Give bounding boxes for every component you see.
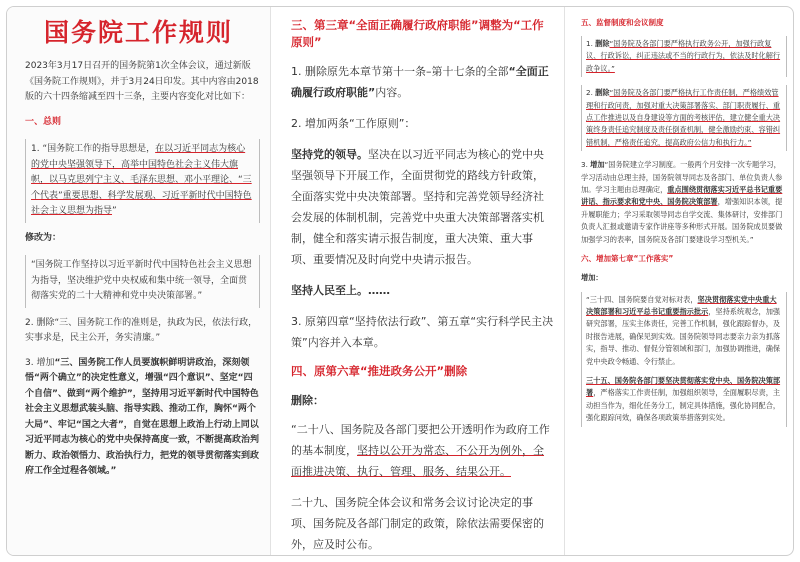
added-quote-35 (586, 375, 782, 425)
deleted-quote-28 (291, 419, 554, 482)
add-box (581, 292, 787, 427)
party-leadership-bold: 坚持党的领导。 (291, 148, 368, 161)
quote28-underlined: 坚持以公开为常态、不公开为例外，全面推进决策、执行、管理、服务、结果公开。 (291, 444, 544, 478)
delete-item-1-text: “国务院及各部门要严格执行政务公开，加强行政复议、行政诉讼，纠正违法或不当的行政行为，依法及时化解行政争议。” (586, 39, 781, 73)
add-study-bold: 增加 (590, 160, 605, 170)
delete-item-1-number: 1. (586, 39, 596, 48)
intro-paragraph: 2023年3月17日召开的国务院第1次全体会议，通过新版《国务院工作规则》，并于3月24日印发。其中内容由2018版的六十四条缩减至四十三条，主要内容变化对比如下： (25, 61, 259, 102)
supervision-heading: 五、监督制度和会议制度 (581, 18, 664, 27)
delete-item-2-bold: 删除 (595, 88, 610, 98)
item3-bold: “三、国务院工作人员要旗帜鲜明讲政治，深刻领悟“两个确立”的决定性意义，增强“四个意识”、坚定“四个自信”、做到“两个维护”，坚持用习近平新时代中国特色社会主义思想武装头脑、指导实践、推动工作，胸怀“两个大局”、牢记“国之大者”，自觉在思想上政治上行动上同以习近平同志为核心的党中央保持高度一致，不断提高政治判断力、政治领悟力、政治执行力，把党的领导贯彻落实到政府工作全过程各领域。” (25, 357, 260, 476)
quote34-rest: ，坚持系统观念，加强研究部署，压实主体责任，完善工作机制，强化跟踪督办，及时报告进展，确保见到实效。国务院领导同志要亲力亲为抓落实，指导、推动、督促分管领域和部门，加强协调推进，确保党中央政令畅通、令行禁止。 (586, 306, 781, 366)
item3-prefix: 3. 增加 (25, 357, 55, 368)
delete-box-2 (581, 85, 787, 151)
quote34-prefix: “三十四、国务院要自觉对标对表， (586, 294, 698, 304)
delete-label: 删除： (291, 394, 324, 407)
quote-box-modified (25, 255, 260, 308)
add-study-number: 3. (581, 160, 591, 170)
item1-paragraph (31, 142, 254, 220)
add-study-emphasis: 重点围绕贯彻落实习近平总书记重要讲话、指示要求和党中央、国务院决策部署 (581, 185, 783, 207)
delete-item-2 (586, 87, 782, 149)
item1-prefix: 1. “国务院工作的指导思想是， (31, 144, 156, 154)
party-leadership-text: 坚决在以习近平同志为核心的党中央坚强领导下开展工作，全面贯彻党的路线方针政策，全面落实党中央决策部署。坚持和完善党领导经济社会发展的体制机制，完善党中央重大决策部署落实机制，健全和落实请示报告制度，重大决策、重大事项、重要情况及时向党中央请示报告。 (291, 148, 544, 266)
add-study-rest: ，增强知识本领，提升履职能力；学习采取领导同志自学交流、集体研讨，安排部门负责人汇报或邀请专家作讲座等多种形式开展。国务院成员要做加强学习的表率，国务院及各部门要建设学习型机关。” (581, 197, 783, 244)
middle-column (277, 7, 565, 555)
people-first-paragraph: 坚持人民至上。…… (291, 284, 390, 297)
quote35-rest: ，严格落实工作责任制，加强组织领导，全面履职尽责，主动担当作为，细化任务分工，制定具体措施，强化协同配合，强化跟踪问效，确保各项政策举措落到实处。 (586, 388, 781, 423)
item3-paragraph (25, 356, 260, 480)
quote34-bold: 坚决贯彻落实党中央重大决策部署和习近平总书记重要指示批示 (586, 294, 777, 316)
chapter3-heading: 三、第三章“全面正确履行政府职能”调整为“工作原则” (291, 18, 544, 49)
delete-box-1 (581, 36, 787, 77)
quote35-bold: 三十五、国务院各部门要坚决贯彻落实党中央、国务院决策部署 (586, 375, 781, 398)
modify-label: 修改为： (25, 232, 62, 243)
merge-chapters-paragraph: 3. 原第四章“坚持依法行政”、第五章“实行科学民主决策”内容并入本章。 (291, 315, 554, 349)
add-label: 增加： (581, 273, 603, 283)
delete-chapter-bold: “全面正确履行政府职能” (291, 65, 549, 99)
delete-item-1 (586, 38, 782, 75)
delete-item-2-number: 2. (586, 88, 596, 98)
document-frame (6, 6, 794, 556)
delete-chapter-paragraph (291, 61, 554, 103)
quote-box-original (25, 139, 260, 223)
deleted-quote-29: 二十九、国务院全体会议和常务会议讨论决定的事项、国务院及各部门制定的政策，除依法需要保密的外，应及时公布。 (291, 496, 544, 551)
party-leadership-paragraph (291, 144, 554, 270)
add-principles-paragraph: 2. 增加两条“工作原则”： (291, 117, 416, 130)
section-heading-general: 一、总则 (25, 116, 62, 127)
quote28-prefix: “二十八、国务院及各部门要把公开透明作为政府工作的基本制度， (291, 423, 550, 457)
added-quote-34 (586, 294, 782, 368)
delete-item-1-bold: 删除 (595, 39, 610, 48)
add-study-system (581, 159, 787, 246)
chapter6-heading: 四、原第六章“推进政务公开”删除 (291, 364, 468, 378)
implementation-heading: 六、增加第七章“工作落实” (581, 254, 674, 264)
document-title: 国务院工作规则 (43, 18, 233, 47)
right-column (571, 7, 794, 555)
item1-underlined: 在以习近平同志为核心的党中央坚强领导下，高举中国特色社会主义伟大旗帜，以马克思列宁主义、毛泽东思想、邓小平理论、“三个代表”重要思想、科学发展观、习近平新时代中国特色社会主义思想为指导 (31, 144, 252, 216)
add-study-text: “国务院建立学习制度。一般两个月安排一次专题学习，学习活动由总理主持，国务院领导同志及各部门、单位负责人参加。学习主题由总理确定， (581, 160, 783, 195)
item2-paragraph: 2. 删除“三、国务院工作的准则是，执政为民，依法行政，实事求是，民主公开，务实清廉。” (25, 317, 258, 343)
delete-chapter-prefix: 1. 删除原先本章节第十一条–第十七条的全部 (291, 65, 509, 78)
item1-suffix: ” (112, 206, 117, 216)
delete-item-2-text: “国务院及各部门要严格执行工作责任制，严格绩效管理和行政问责，加强对重大决策部署落实、部门职责履行、重点工作推进以及自身建设等方面的考核评估，建立健全重大决策终身责任追究制度及责任倒查机制，健全激励约束、容错纠错机制，严格责任追究，提高政府公信力和执行力。” (586, 88, 781, 147)
left-column (7, 7, 271, 555)
modified-quote: “国务院工作坚持以习近平新时代中国特色社会主义思想为指导，坚决维护党中央权威和集中统一领导，全面贯彻落实党的二十大精神和党中央决策部署。” (31, 260, 252, 301)
delete-chapter-suffix: 内容。 (375, 86, 409, 99)
